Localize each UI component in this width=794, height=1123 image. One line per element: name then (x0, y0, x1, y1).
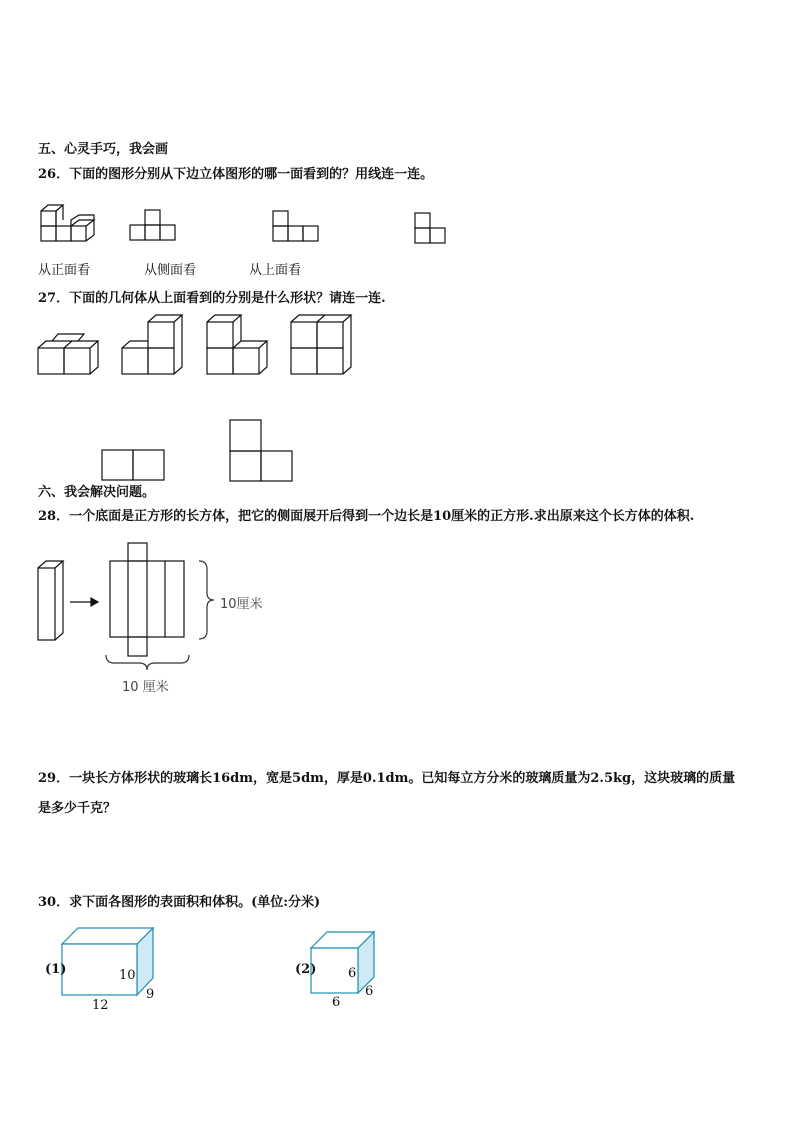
q28-brace-right (199, 561, 214, 639)
q30-fig1-tag: (1) (45, 962, 67, 977)
question-29-line1: 29．一块长方体形状的玻璃长16dm，宽是5dm，厚是0.1dm。已知每立方分米的玻璃质量为2.5kg，这块玻璃的质量 (38, 771, 736, 786)
section-heading-6: 六、我会解决问题。 (38, 485, 156, 500)
q27-solid-1 (38, 334, 98, 374)
question-30-text: 30．求下面各图形的表面积和体积。(单位:分米) (38, 895, 321, 910)
question-29-line2: 是多少千克？ (38, 801, 117, 816)
q27-view-1 (102, 450, 164, 480)
q28-prism (38, 561, 63, 640)
q26-view-2 (273, 211, 318, 241)
q30-fig2-height: 6 (348, 966, 357, 981)
q30-fig1-height: 10 (119, 968, 136, 983)
q30-fig1-length: 12 (92, 998, 109, 1013)
question-27-text: 27．下面的几何体从上面看到的分别是什么形状？请连一连. (38, 291, 386, 306)
q30-box-1 (62, 928, 153, 995)
q30-fig2-width: 6 (365, 984, 374, 999)
section-heading-5: 五、心灵手巧，我会画 (38, 142, 169, 157)
q27-view-2 (230, 420, 292, 481)
q27-solid-2 (122, 315, 182, 374)
q26-view-1 (130, 210, 175, 240)
q28-net (110, 543, 184, 656)
q26-label-front: 从正面看 (38, 263, 91, 278)
q28-bottom-label: 10 厘米 (122, 680, 169, 695)
q27-solid-3 (207, 315, 267, 374)
q30-fig2-length: 6 (332, 995, 341, 1010)
q26-view-3 (415, 213, 445, 243)
q28-side-label: 10厘米 (220, 597, 263, 612)
q28-brace-bottom (106, 655, 189, 670)
q27-solid-4 (291, 315, 351, 374)
q26-solid (41, 205, 94, 241)
q26-label-side: 从侧面看 (144, 263, 197, 278)
question-26-text: 26．下面的图形分别从下边立体图形的哪一面看到的？用线连一连。 (38, 167, 434, 182)
q30-fig1-width: 9 (146, 987, 155, 1002)
q28-arrow (70, 598, 98, 606)
q26-label-top: 从上面看 (249, 263, 302, 278)
q30-fig2-tag: (2) (295, 962, 317, 977)
question-28-text: 28．一个底面是正方形的长方体，把它的侧面展开后得到一个边长是10厘米的正方形.求出原来这个长方体的体积. (38, 509, 695, 524)
